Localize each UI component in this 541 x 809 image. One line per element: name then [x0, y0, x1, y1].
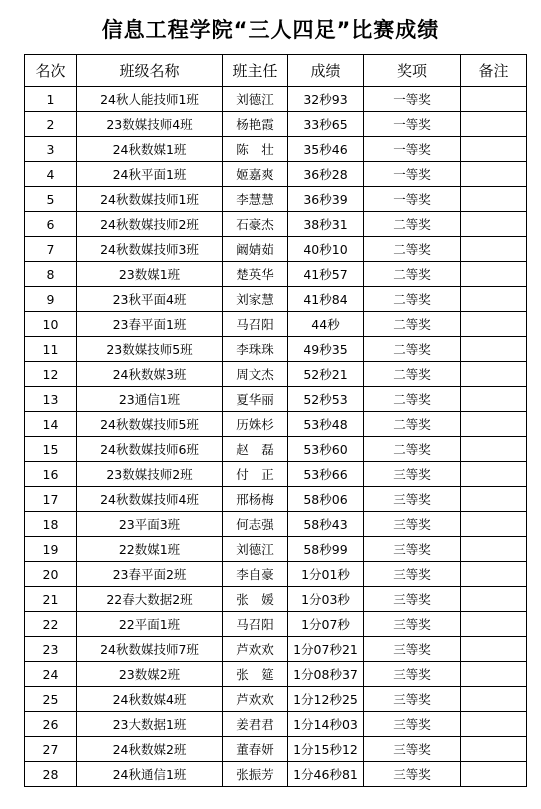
score-cell: 32秒93 — [288, 87, 364, 112]
header-class-name: 班级名称 — [77, 55, 223, 87]
award-cell: 二等奖 — [364, 262, 461, 287]
score-cell: 1分15秒12 — [288, 737, 364, 762]
head-teacher-cell: 阚婧茹 — [223, 237, 288, 262]
rank-cell: 8 — [25, 262, 77, 287]
rank-cell: 7 — [25, 237, 77, 262]
score-cell: 1分07秒 — [288, 612, 364, 637]
table-row — [25, 412, 527, 437]
table-row — [25, 487, 527, 512]
table-row — [25, 237, 527, 262]
remarks-cell — [461, 112, 527, 137]
rank-cell: 12 — [25, 362, 77, 387]
class-name-cell: 22平面1班 — [77, 612, 223, 637]
head-teacher-cell: 石豪杰 — [223, 212, 288, 237]
award-cell: 三等奖 — [364, 537, 461, 562]
rank-cell: 28 — [25, 762, 77, 787]
head-teacher-cell: 赵 磊 — [223, 437, 288, 462]
award-cell: 三等奖 — [364, 737, 461, 762]
header-rank: 名次 — [25, 55, 77, 87]
remarks-cell — [461, 162, 527, 187]
remarks-cell — [461, 262, 527, 287]
class-name-cell: 23数媒技师5班 — [77, 337, 223, 362]
head-teacher-cell: 刘家慧 — [223, 287, 288, 312]
head-teacher-cell: 楚英华 — [223, 262, 288, 287]
score-cell: 1分46秒81 — [288, 762, 364, 787]
remarks-cell — [461, 562, 527, 587]
score-cell: 53秒66 — [288, 462, 364, 487]
score-cell: 41秒57 — [288, 262, 364, 287]
table-row — [25, 162, 527, 187]
table-row — [25, 87, 527, 112]
head-teacher-cell: 邢杨梅 — [223, 487, 288, 512]
remarks-cell — [461, 387, 527, 412]
award-cell: 二等奖 — [364, 337, 461, 362]
score-cell: 38秒31 — [288, 212, 364, 237]
head-teacher-cell: 刘德江 — [223, 87, 288, 112]
remarks-cell — [461, 287, 527, 312]
class-name-cell: 23通信1班 — [77, 387, 223, 412]
head-teacher-cell: 何志强 — [223, 512, 288, 537]
head-teacher-cell: 姬嘉爽 — [223, 162, 288, 187]
award-cell: 二等奖 — [364, 387, 461, 412]
award-cell: 一等奖 — [364, 187, 461, 212]
head-teacher-cell: 芦欢欢 — [223, 637, 288, 662]
table-row — [25, 687, 527, 712]
class-name-cell: 24秋数媒技师1班 — [77, 187, 223, 212]
head-teacher-cell: 马召阳 — [223, 312, 288, 337]
rank-cell: 5 — [25, 187, 77, 212]
table-row — [25, 612, 527, 637]
head-teacher-cell: 刘德江 — [223, 537, 288, 562]
award-cell: 一等奖 — [364, 112, 461, 137]
class-name-cell: 24秋数媒技师3班 — [77, 237, 223, 262]
class-name-cell: 24秋数媒技师7班 — [77, 637, 223, 662]
score-cell: 44秒 — [288, 312, 364, 337]
remarks-cell — [461, 537, 527, 562]
head-teacher-cell: 姜君君 — [223, 712, 288, 737]
award-cell: 二等奖 — [364, 212, 461, 237]
table-row — [25, 562, 527, 587]
remarks-cell — [461, 587, 527, 612]
class-name-cell: 24秋人能技师1班 — [77, 87, 223, 112]
rank-cell: 3 — [25, 137, 77, 162]
rank-cell: 21 — [25, 587, 77, 612]
award-cell: 三等奖 — [364, 462, 461, 487]
class-name-cell: 24秋数媒技师6班 — [77, 437, 223, 462]
rank-cell: 26 — [25, 712, 77, 737]
header-remarks: 备注 — [461, 55, 527, 87]
award-cell: 三等奖 — [364, 612, 461, 637]
table-row — [25, 762, 527, 787]
head-teacher-cell: 历姝杉 — [223, 412, 288, 437]
remarks-cell — [461, 362, 527, 387]
head-teacher-cell: 芦欢欢 — [223, 687, 288, 712]
score-cell: 33秒65 — [288, 112, 364, 137]
rank-cell: 16 — [25, 462, 77, 487]
award-cell: 三等奖 — [364, 637, 461, 662]
remarks-cell — [461, 637, 527, 662]
score-cell: 49秒35 — [288, 337, 364, 362]
table-row — [25, 537, 527, 562]
class-name-cell: 24秋通信1班 — [77, 762, 223, 787]
award-cell: 二等奖 — [364, 362, 461, 387]
results-table — [24, 54, 527, 787]
table-row — [25, 362, 527, 387]
remarks-cell — [461, 687, 527, 712]
table-row — [25, 712, 527, 737]
table-row — [25, 312, 527, 337]
award-cell: 一等奖 — [364, 87, 461, 112]
score-cell: 36秒28 — [288, 162, 364, 187]
score-cell: 58秒06 — [288, 487, 364, 512]
remarks-cell — [461, 462, 527, 487]
table-row — [25, 262, 527, 287]
table-row — [25, 512, 527, 537]
score-cell: 35秒46 — [288, 137, 364, 162]
score-cell: 1分08秒37 — [288, 662, 364, 687]
head-teacher-cell: 马召阳 — [223, 612, 288, 637]
head-teacher-cell: 周文杰 — [223, 362, 288, 387]
remarks-cell — [461, 187, 527, 212]
header-row — [25, 55, 527, 87]
award-cell: 三等奖 — [364, 512, 461, 537]
score-cell: 58秒99 — [288, 537, 364, 562]
rank-cell: 4 — [25, 162, 77, 187]
table-row — [25, 287, 527, 312]
rank-cell: 18 — [25, 512, 77, 537]
rank-cell: 19 — [25, 537, 77, 562]
table-row — [25, 737, 527, 762]
head-teacher-cell: 陈 壮 — [223, 137, 288, 162]
header-score: 成绩 — [288, 55, 364, 87]
class-name-cell: 23春平面2班 — [77, 562, 223, 587]
page-title: 信息工程学院“三人四足”比赛成绩 — [101, 18, 440, 42]
award-cell: 一等奖 — [364, 137, 461, 162]
score-cell: 52秒21 — [288, 362, 364, 387]
award-cell: 三等奖 — [364, 762, 461, 787]
class-name-cell: 24秋数媒技师4班 — [77, 487, 223, 512]
rank-cell: 10 — [25, 312, 77, 337]
remarks-cell — [461, 512, 527, 537]
score-cell: 36秒39 — [288, 187, 364, 212]
class-name-cell: 23数媒1班 — [77, 262, 223, 287]
class-name-cell: 23秋平面4班 — [77, 287, 223, 312]
rank-cell: 27 — [25, 737, 77, 762]
class-name-cell: 23春平面1班 — [77, 312, 223, 337]
table-row — [25, 437, 527, 462]
rank-cell: 24 — [25, 662, 77, 687]
class-name-cell: 23平面3班 — [77, 512, 223, 537]
score-cell: 1分14秒03 — [288, 712, 364, 737]
remarks-cell — [461, 212, 527, 237]
class-name-cell: 24秋数媒2班 — [77, 737, 223, 762]
award-cell: 二等奖 — [364, 237, 461, 262]
award-cell: 二等奖 — [364, 312, 461, 337]
class-name-cell: 23数媒2班 — [77, 662, 223, 687]
table-body — [25, 87, 527, 787]
remarks-cell — [461, 137, 527, 162]
table-row — [25, 637, 527, 662]
table-row — [25, 662, 527, 687]
rank-cell: 22 — [25, 612, 77, 637]
award-cell: 三等奖 — [364, 712, 461, 737]
table-row — [25, 187, 527, 212]
rank-cell: 11 — [25, 337, 77, 362]
award-cell: 二等奖 — [364, 437, 461, 462]
award-cell: 一等奖 — [364, 162, 461, 187]
rank-cell: 1 — [25, 87, 77, 112]
rank-cell: 14 — [25, 412, 77, 437]
score-cell: 1分07秒21 — [288, 637, 364, 662]
table-row — [25, 387, 527, 412]
remarks-cell — [461, 487, 527, 512]
remarks-cell — [461, 662, 527, 687]
header-head-teacher: 班主任 — [223, 55, 288, 87]
head-teacher-cell: 付 正 — [223, 462, 288, 487]
table-row — [25, 212, 527, 237]
award-cell: 三等奖 — [364, 687, 461, 712]
rank-cell: 23 — [25, 637, 77, 662]
head-teacher-cell: 董春妍 — [223, 737, 288, 762]
table-row — [25, 587, 527, 612]
rank-cell: 9 — [25, 287, 77, 312]
rank-cell: 13 — [25, 387, 77, 412]
head-teacher-cell: 张振芳 — [223, 762, 288, 787]
head-teacher-cell: 李自豪 — [223, 562, 288, 587]
head-teacher-cell: 夏华丽 — [223, 387, 288, 412]
class-name-cell: 23数媒技师4班 — [77, 112, 223, 137]
rank-cell: 25 — [25, 687, 77, 712]
class-name-cell: 24秋数媒1班 — [77, 137, 223, 162]
head-teacher-cell: 李慧慧 — [223, 187, 288, 212]
class-name-cell: 24秋平面1班 — [77, 162, 223, 187]
header-award: 奖项 — [364, 55, 461, 87]
score-cell: 1分01秒 — [288, 562, 364, 587]
table-row — [25, 137, 527, 162]
head-teacher-cell: 张 媛 — [223, 587, 288, 612]
remarks-cell — [461, 87, 527, 112]
remarks-cell — [461, 237, 527, 262]
award-cell: 三等奖 — [364, 587, 461, 612]
rank-cell: 15 — [25, 437, 77, 462]
remarks-cell — [461, 412, 527, 437]
class-name-cell: 24秋数媒技师5班 — [77, 412, 223, 437]
score-cell: 1分12秒25 — [288, 687, 364, 712]
award-cell: 三等奖 — [364, 487, 461, 512]
head-teacher-cell: 杨艳霞 — [223, 112, 288, 137]
rank-cell: 20 — [25, 562, 77, 587]
rank-cell: 2 — [25, 112, 77, 137]
remarks-cell — [461, 712, 527, 737]
award-cell: 三等奖 — [364, 562, 461, 587]
score-cell: 1分03秒 — [288, 587, 364, 612]
award-cell: 二等奖 — [364, 412, 461, 437]
class-name-cell: 22春大数据2班 — [77, 587, 223, 612]
score-cell: 40秒10 — [288, 237, 364, 262]
score-cell: 52秒53 — [288, 387, 364, 412]
table-row — [25, 112, 527, 137]
table-row — [25, 337, 527, 362]
head-teacher-cell: 李珠珠 — [223, 337, 288, 362]
score-cell: 53秒60 — [288, 437, 364, 462]
class-name-cell: 23数媒技师2班 — [77, 462, 223, 487]
remarks-cell — [461, 762, 527, 787]
award-cell: 三等奖 — [364, 662, 461, 687]
head-teacher-cell: 张 筵 — [223, 662, 288, 687]
rank-cell: 6 — [25, 212, 77, 237]
remarks-cell — [461, 612, 527, 637]
class-name-cell: 22数媒1班 — [77, 537, 223, 562]
class-name-cell: 24秋数媒4班 — [77, 687, 223, 712]
score-cell: 53秒48 — [288, 412, 364, 437]
class-name-cell: 24秋数媒3班 — [77, 362, 223, 387]
remarks-cell — [461, 337, 527, 362]
class-name-cell: 23大数据1班 — [77, 712, 223, 737]
remarks-cell — [461, 737, 527, 762]
rank-cell: 17 — [25, 487, 77, 512]
award-cell: 二等奖 — [364, 287, 461, 312]
score-cell: 41秒84 — [288, 287, 364, 312]
table-row — [25, 462, 527, 487]
remarks-cell — [461, 312, 527, 337]
score-cell: 58秒43 — [288, 512, 364, 537]
class-name-cell: 24秋数媒技师2班 — [77, 212, 223, 237]
remarks-cell — [461, 437, 527, 462]
